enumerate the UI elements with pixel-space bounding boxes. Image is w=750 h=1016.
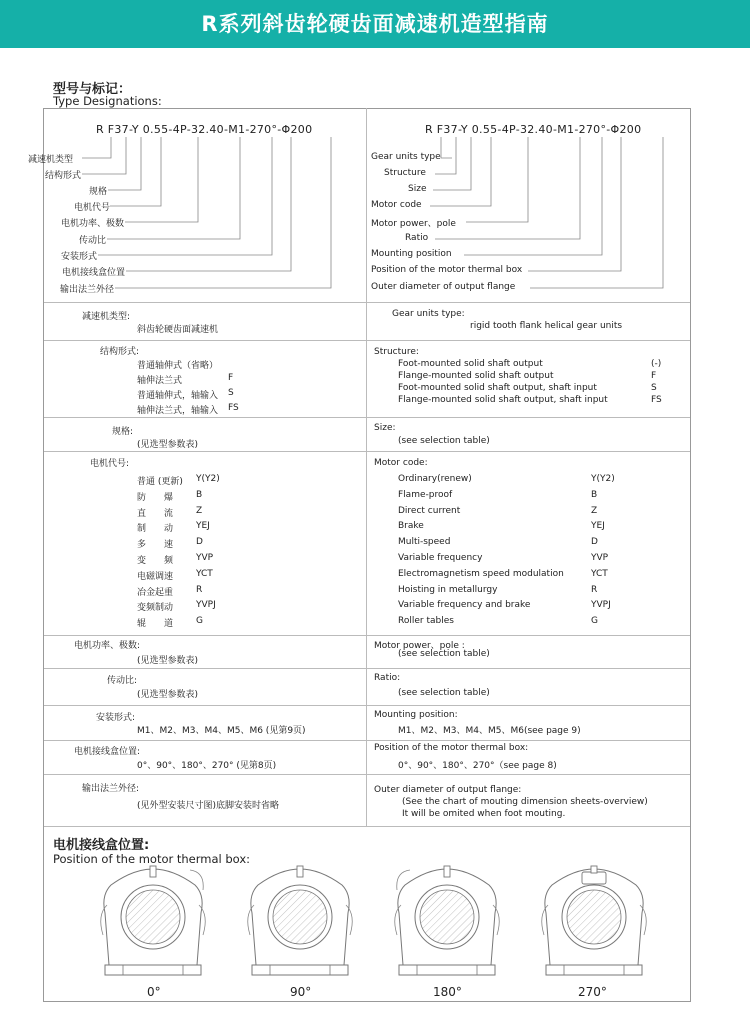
ratio-label-en: Ratio: [374, 673, 401, 683]
motor-code-cn-item-name: 普通 (更新) [137, 477, 183, 487]
ratio-value-cn: (见选型参数表) [137, 690, 199, 700]
gear-units-value-cn: 斜齿轮硬齿面减速机 [137, 325, 219, 335]
flange-value-en-2: It will be omited when foot mouting. [402, 809, 566, 819]
motor-code-cn-item-code: D [196, 537, 203, 548]
size-value-en: (see selection table) [398, 436, 490, 446]
motor-code-en-item-code: Z [591, 505, 598, 516]
page-title-banner: R系列斜齿轮硬齿面减速机造型指南 [0, 0, 750, 48]
size-label-cn: 规格: [112, 427, 134, 437]
motor-code-en-item-name: Variable frequency [398, 553, 483, 563]
size-label-en: Size: [374, 423, 396, 433]
structure-item-cn: 轴伸法兰式 [137, 376, 183, 386]
motor-code-en-item-code: D [591, 537, 598, 548]
gearbox-270-deg [542, 866, 647, 975]
flange-value-cn: (见外型安装尺寸图)底脚安装时省略 [137, 801, 280, 811]
legend-en-item: Size [408, 184, 427, 194]
structure-code-en: (-) [651, 359, 662, 369]
motor-code-cn-item-code: YEJ [196, 521, 210, 532]
box-position-label-cn: 电机接线盒位置: [74, 747, 141, 757]
motor-code-en-item-name: Variable frequency and brake [398, 600, 531, 611]
legend-en-item: Motor power、pole [371, 219, 456, 229]
motor-code-en-item-name: Flame-proof [398, 489, 453, 500]
structure-item-en: Foot-mounted solid shaft output [398, 359, 543, 369]
motor-code-en-item-name: Hoisting in metallurgy [398, 584, 498, 595]
motor-power-label-cn: 电机功率、极数: [74, 641, 141, 651]
motor-code-en-item-code: Y(Y2) [591, 474, 615, 484]
legend-cn-item: 输出法兰外径 [59, 285, 114, 295]
motor-power-value-cn: (见选型参数表) [137, 656, 199, 666]
motor-code-cn-item-code: YCT [196, 568, 213, 579]
motor-code-en-item-name: Roller tables [398, 616, 454, 627]
structure-code-cn: S [228, 388, 234, 398]
motor-code-cn-item-name: 变频制动 [137, 603, 174, 614]
motor-code-cn-item-name: 直 流 [137, 508, 174, 519]
gear-units-label-cn: 减速机类型: [82, 312, 131, 322]
designation-code-cn: R F37-Y 0.55-4P-32.40-M1-270°-Φ200 [96, 123, 313, 136]
motor-code-en-item-name: Direct current [398, 505, 461, 516]
mounting-value-cn: M1、M2、M3、M4、M5、M6 (见第9页) [137, 726, 306, 736]
ratio-label-cn: 传动比: [107, 676, 138, 686]
motor-power-label-en: Motor power、pole : [374, 641, 465, 651]
flange-label-en: Outer diameter of output flange: [374, 785, 522, 795]
mounting-label-en: Mounting position: [374, 710, 458, 720]
motor-code-en-item-code: B [591, 489, 598, 500]
thermal-box-heading-cn: 电机接线盒位置: [53, 838, 150, 853]
motor-code-cn-item-code: G [196, 616, 203, 627]
motor-code-en-item-name: Electromagnetism speed modulation [398, 568, 564, 579]
motor-code-cn-item-name: 多 速 [137, 540, 174, 551]
structure-code-en: F [651, 371, 657, 381]
gearbox-90-deg [248, 866, 353, 975]
legend-en-item: Mounting position [371, 249, 452, 259]
motor-code-cn-item-name: 电磁调速 [137, 571, 174, 582]
motor-code-en-item-name: Ordinary(renew) [398, 474, 472, 484]
structure-item-en: Flange-mounted solid shaft output, shaft input [398, 395, 608, 405]
legend-cn-item: 安装形式 [60, 252, 97, 262]
motor-code-cn-item-code: Y(Y2) [196, 474, 220, 484]
motor-code-en-item-code: YEJ [591, 521, 605, 532]
motor-code-cn-item-code: Z [196, 505, 203, 516]
motor-code-label-en: Motor code: [374, 458, 428, 468]
angle-label-270: 270° [578, 985, 607, 999]
legend-en-item: Structure [384, 168, 426, 178]
legend-cn-item: 电机代号 [73, 203, 110, 213]
structure-item-cn: 轴伸法兰式，轴输入 [137, 406, 219, 416]
mounting-label-cn: 安装形式: [96, 713, 136, 723]
gear-units-label-en: Gear units type: [392, 309, 465, 319]
structure-code-en: S [651, 383, 657, 393]
motor-code-cn-item-code: R [196, 584, 203, 595]
motor-code-en-item-code: YCT [591, 568, 608, 579]
box-position-label-en: Position of the motor thermal box: [374, 743, 529, 753]
motor-code-cn-item-name: 制 动 [137, 524, 174, 535]
structure-item-cn: 普通轴伸式（省略） [137, 361, 219, 371]
motor-code-en-item-name: Multi-speed [398, 537, 451, 548]
box-position-value-cn: 0°、90°、180°、270° (见第8页) [137, 761, 277, 771]
structure-code-cn: F [228, 373, 234, 383]
angle-label-0: 0° [147, 985, 161, 999]
motor-code-en-item-code: YVPJ [591, 600, 611, 611]
legend-cn-item: 结构形式 [44, 171, 81, 181]
structure-item-en: Foot-mounted solid shaft output, shaft input [398, 383, 597, 393]
structure-code-cn: FS [228, 403, 239, 413]
gear-units-value-en: rigid tooth flank helical gear units [470, 321, 623, 331]
motor-code-cn-item-code: YVPJ [196, 600, 216, 611]
structure-code-en: FS [651, 395, 662, 405]
designation-code-en: R F37-Y 0.55-4P-32.40-M1-270°-Φ200 [425, 123, 642, 136]
motor-code-en-item-code: G [591, 616, 598, 627]
legend-en-item: Outer diameter of output flange [371, 282, 516, 292]
motor-code-cn-item-name: 冶金起重 [137, 587, 174, 598]
gearbox-0-deg [101, 866, 206, 975]
angle-label-90: 90° [290, 985, 312, 999]
legend-en-item: Position of the motor thermal box [371, 265, 523, 275]
legend-cn-item: 电机接线盒位置 [61, 268, 125, 278]
legend-cn-item: 传动比 [78, 236, 106, 246]
motor-code-cn-item-code: B [196, 489, 203, 500]
motor-code-en-item-code: YVP [591, 553, 609, 563]
legend-cn-item: 减速机类型 [27, 155, 73, 165]
gearbox-180-deg [395, 866, 500, 975]
ratio-value-en: (see selection table) [398, 688, 490, 698]
size-value-cn: (见选型参数表) [137, 440, 199, 450]
angle-label-180: 180° [433, 985, 462, 999]
structure-item-en: Flange-mounted solid shaft output [398, 371, 554, 381]
motor-code-cn-item-name: 辊 道 [137, 619, 174, 630]
motor-code-label-cn: 电机代号: [90, 459, 130, 469]
flange-label-cn: 输出法兰外径: [82, 784, 140, 794]
flange-value-en-1: (See the chart of mouting dimension sheets-overview) [402, 797, 648, 807]
motor-power-value-en: (see selection table) [398, 649, 490, 659]
legend-en-item: Gear units type [371, 152, 441, 162]
structure-item-cn: 普通轴伸式，轴输入 [137, 391, 219, 401]
type-designations-heading-cn: 型号与标记： [53, 82, 132, 97]
thermal-box-heading-en: Position of the motor thermal box: [53, 852, 251, 866]
motor-code-cn-item-name: 变 频 [137, 556, 174, 566]
legend-cn-item: 电机功率、极数 [60, 219, 124, 229]
motor-code-en-item-name: Brake [398, 521, 424, 532]
legend-cn-item: 规格 [88, 187, 107, 197]
motor-code-cn-item-name: 防 爆 [137, 492, 174, 503]
motor-code-en-item-code: R [591, 584, 598, 595]
legend-en-item: Ratio [405, 233, 429, 243]
box-position-value-en: 0°、90°、180°、270°（see page 8) [398, 761, 557, 771]
mounting-value-en: M1、M2、M3、M4、M5、M6(see page 9) [398, 726, 581, 736]
type-designations-heading-en: Type Designations: [53, 94, 162, 108]
legend-en-item: Motor code [371, 200, 422, 210]
structure-label-en: Structure: [374, 347, 419, 357]
motor-code-cn-item-code: YVP [196, 553, 214, 563]
structure-label-cn: 结构形式: [100, 347, 140, 357]
